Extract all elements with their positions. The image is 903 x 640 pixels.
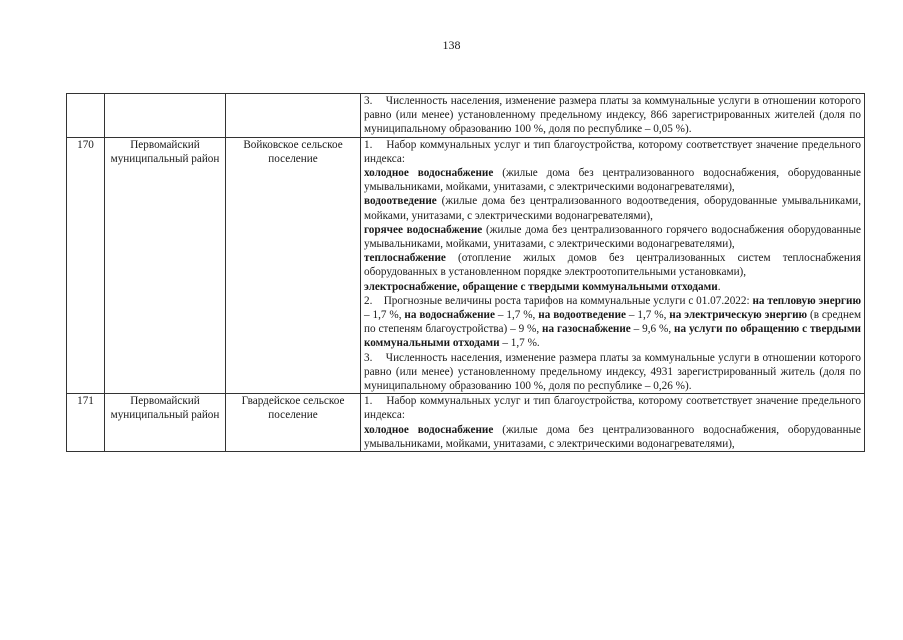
service-cold-water	[364, 166, 861, 194]
content-cell	[361, 137, 865, 394]
settlement-cell	[226, 94, 361, 138]
forecast-item-value: – 9,6 %,	[630, 323, 675, 336]
service-hot-water	[364, 223, 861, 251]
row-number-cell: 171	[67, 394, 105, 452]
page-number: 138	[442, 38, 461, 52]
service-name: холодное водоснабжение	[364, 423, 494, 436]
service-cold-water	[364, 423, 861, 451]
population-paragraph: 3. Численность населения, изменение размера платы за коммунальные услуги в отношении которого равно (или менее) установленному предельному индексу, 4931 зарегистрированный житель (доля по муниципальному образованию 100 %, доля по республике – 0,26 %).	[364, 351, 861, 393]
tariff-forecast-paragraph	[364, 294, 861, 351]
service-electricity	[364, 280, 861, 294]
row-number-cell: 170	[67, 137, 105, 394]
services-intro-paragraph: 1. Набор коммунальных услуг и тип благоустройства, которому соответствует значение предельного индекса:	[364, 138, 861, 165]
district-cell: Первомайский муниципальный район	[105, 137, 226, 394]
service-name: теплоснабжение	[364, 252, 446, 265]
table-row	[67, 137, 865, 394]
table-row	[67, 94, 865, 138]
content-cell	[361, 94, 865, 138]
settlement-cell: Гвардейское сельское поселение	[226, 394, 361, 452]
service-name: электроснабжение, обращение с твердыми коммунальными отходами	[364, 280, 718, 293]
row-number-cell	[67, 94, 105, 138]
forecast-intro: 2. Прогнозные величины роста тарифов на коммунальные услуги с 01.07.2022:	[364, 294, 753, 307]
service-description: (жилые дома без централизованного горячего водоснабжения оборудованные умывальниками, мойками, унитазами, с электрическими водонагревателями),	[364, 223, 861, 251]
forecast-item-name: на электрическую энергию	[669, 309, 808, 322]
forecast-item-name: на услуги по обращению с твердыми коммунальными отходами	[364, 323, 861, 350]
service-name: холодное водоснабжение	[364, 167, 494, 180]
services-intro-paragraph: 1. Набор коммунальных услуг и тип благоустройства, которому соответствует значение предельного индекса:	[364, 395, 861, 422]
tariff-table	[66, 93, 865, 452]
settlement-cell: Войковское сельское поселение	[226, 137, 361, 394]
table-row	[67, 394, 865, 452]
forecast-item-name: на водоснабжение	[404, 309, 495, 322]
district-cell	[105, 94, 226, 138]
service-description: (жилые дома без централизованного водоснабжения, оборудованные умывальниками, мойками, унитазами, с электрическими водонагревателями),	[364, 167, 861, 194]
district-cell: Первомайский муниципальный район	[105, 394, 226, 452]
forecast-item-name: на тепловую энергию	[752, 294, 862, 307]
service-description: (жилые дома без централизованного водоотведения, оборудованные умывальниками, мойками, унитазами, с электрическими водонагревателями),	[364, 195, 861, 222]
forecast-item-value: – 1,7 %,	[364, 309, 405, 322]
service-description: (жилые дома без централизованного водоснабжения, оборудованные умывальниками, мойками, унитазами, с электрическими водонагревателями),	[364, 423, 861, 450]
service-heating	[364, 251, 861, 279]
forecast-item-value: – 1,7 %,	[625, 309, 670, 322]
population-paragraph: 3. Численность населения, изменение размера платы за коммунальные услуги в отношении которого равно (или менее) установленному предельному индексу, 866 зарегистрированных жителей (доля по муниципальному образованию 100 %, доля по республике – 0,05 %).	[364, 95, 861, 136]
forecast-item-name: на газоснабжение	[542, 323, 631, 336]
service-name: горячее водоснабжение	[364, 223, 483, 236]
forecast-item-value: – 1,7 %,	[494, 309, 539, 322]
service-description: .	[717, 280, 721, 293]
service-description: (отопление жилых домов без централизованных систем теплоснабжения оборудованных в установленном порядке электроотопительными установками),	[364, 252, 861, 279]
content-cell	[361, 394, 865, 452]
service-drainage	[364, 194, 861, 222]
forecast-item-value: (в среднем по степеням благоустройства) – 9 %,	[364, 309, 862, 336]
forecast-item-value: – 1,7 %.	[499, 337, 540, 350]
service-name: водоотведение	[364, 195, 437, 208]
forecast-item-name: на водоотведение	[538, 309, 626, 322]
